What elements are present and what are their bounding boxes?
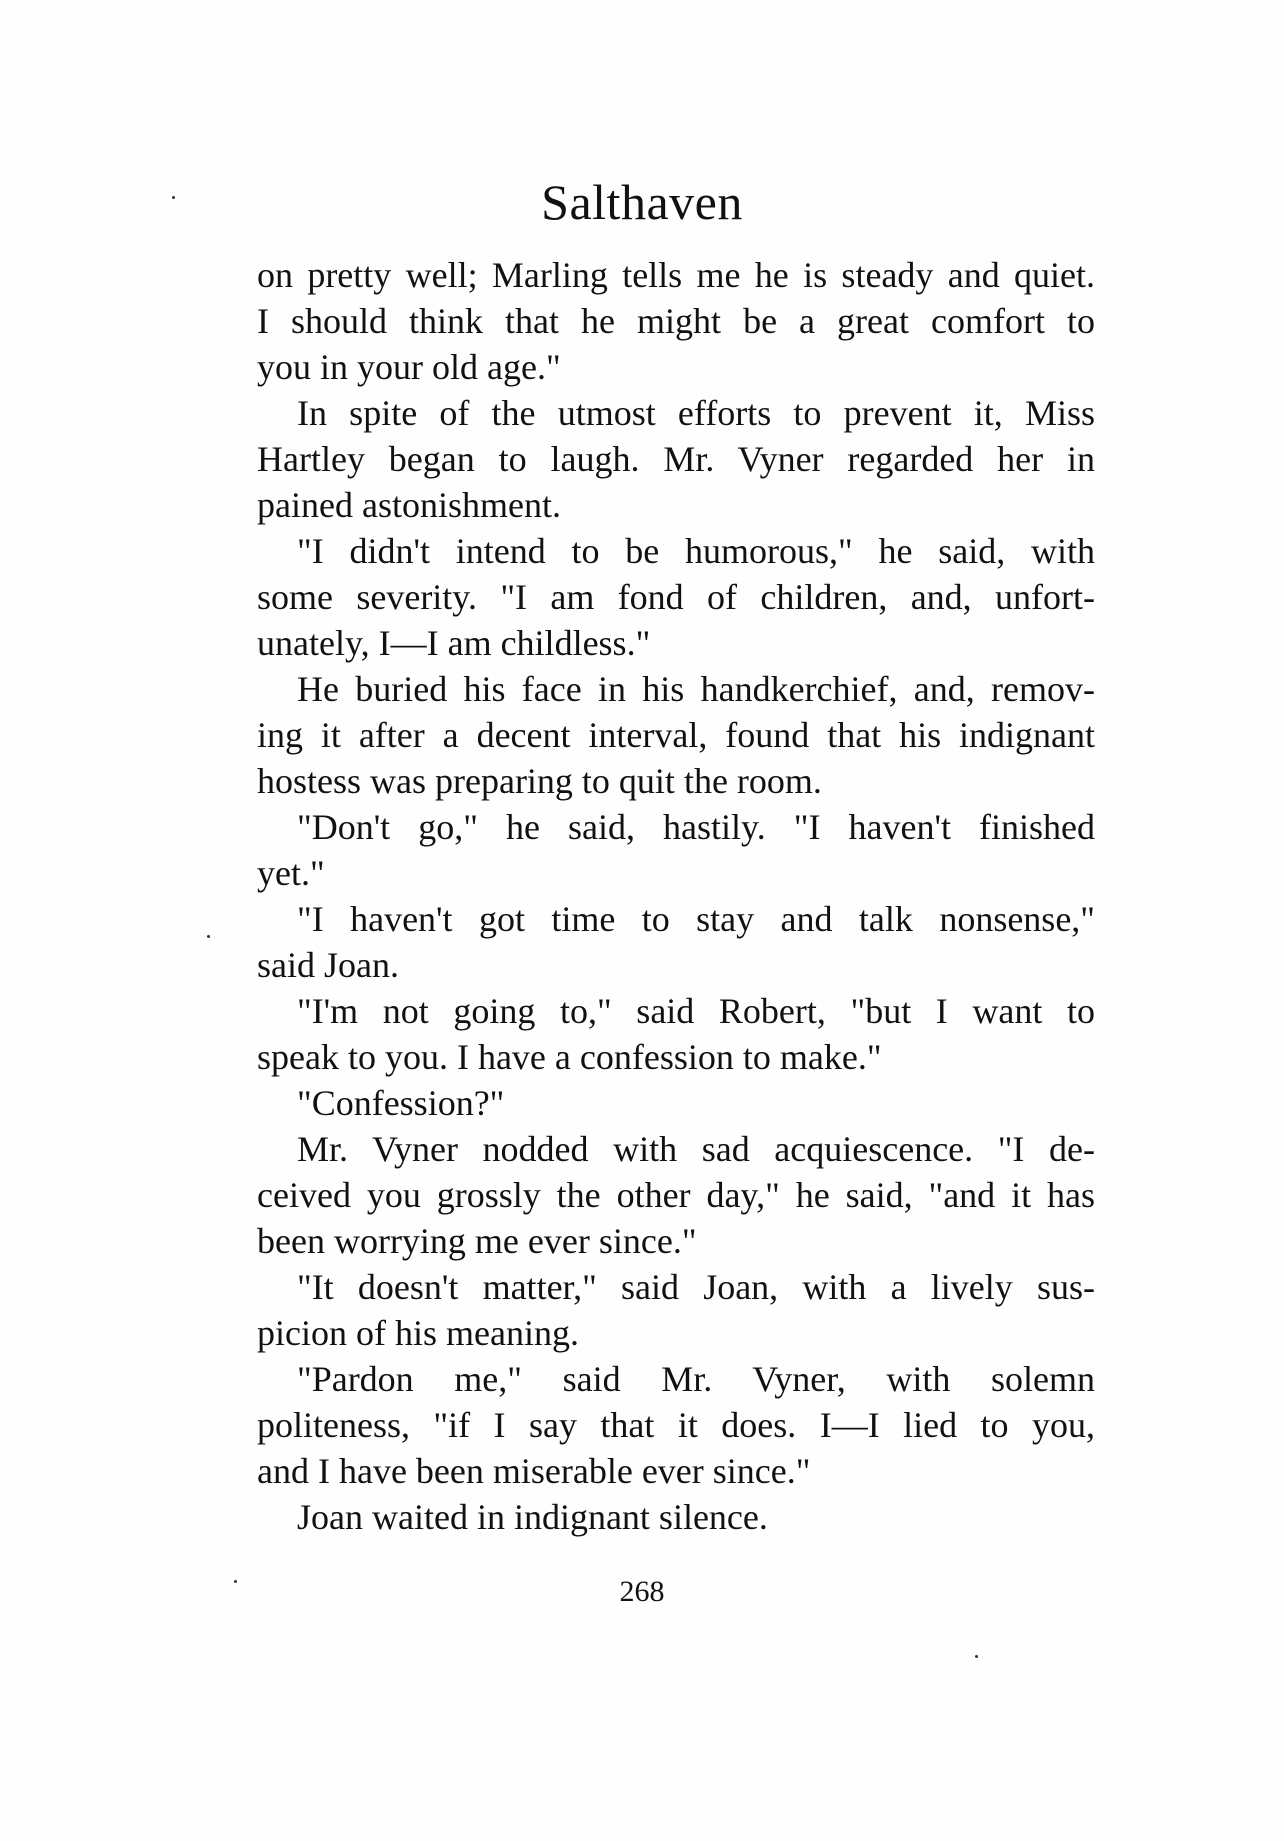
text-line: ceived you grossly the other day," he said, "and it has	[257, 1175, 1095, 1215]
text-line: I should think that he might be a great comfort to	[257, 301, 1095, 341]
text-line: pained astonishment.	[257, 485, 561, 525]
text-line: speak to you. I have a confession to make."	[257, 1037, 882, 1077]
text-line: In spite of the utmost efforts to prevent it, Miss	[297, 393, 1095, 433]
scan-speck	[172, 196, 175, 199]
text-line: been worrying me ever since."	[257, 1221, 697, 1261]
text-line: Joan waited in indignant silence.	[297, 1497, 768, 1537]
text-line: hostess was preparing to quit the room.	[257, 761, 822, 801]
text-line: yet."	[257, 853, 325, 893]
text-line: unately, I—I am childless."	[257, 623, 651, 663]
text-line: some severity. "I am fond of children, and, unfort-	[257, 577, 1095, 617]
text-line: "Don't go," he said, hastily. "I haven't finished	[297, 807, 1095, 847]
text-line: "I haven't got time to stay and talk nonsense,"	[297, 899, 1095, 939]
text-line: "Confession?"	[297, 1083, 505, 1123]
text-line: He buried his face in his handkerchief, and, remov-	[297, 669, 1095, 709]
text-line: ing it after a decent interval, found that his indignant	[257, 715, 1095, 755]
text-line: "It doesn't matter," said Joan, with a lively sus-	[297, 1267, 1095, 1307]
text-line: "I'm not going to," said Robert, "but I want to	[297, 991, 1095, 1031]
page-number: 268	[619, 1575, 665, 1608]
text-line: "I didn't intend to be humorous," he said, with	[297, 531, 1095, 571]
text-line: "Pardon me," said Mr. Vyner, with solemn	[297, 1359, 1095, 1399]
scan-speck	[234, 1580, 237, 1583]
text-line: said Joan.	[257, 945, 399, 985]
text-line: Mr. Vyner nodded with sad acquiescence. "I de-	[297, 1129, 1095, 1169]
text-line: Hartley began to laugh. Mr. Vyner regarded her in	[257, 439, 1095, 479]
text-line: picion of his meaning.	[257, 1313, 579, 1353]
running-title: Salthaven	[541, 174, 743, 230]
text-line: you in your old age."	[257, 347, 561, 387]
text-line: on pretty well; Marling tells me he is steady and quiet.	[257, 255, 1095, 295]
scan-speck	[207, 935, 210, 938]
body-text	[257, 252, 1095, 1540]
scan-speck	[975, 1655, 978, 1658]
text-line: and I have been miserable ever since."	[257, 1451, 811, 1491]
text-line: politeness, "if I say that it does. I—I lied to you,	[257, 1405, 1095, 1445]
